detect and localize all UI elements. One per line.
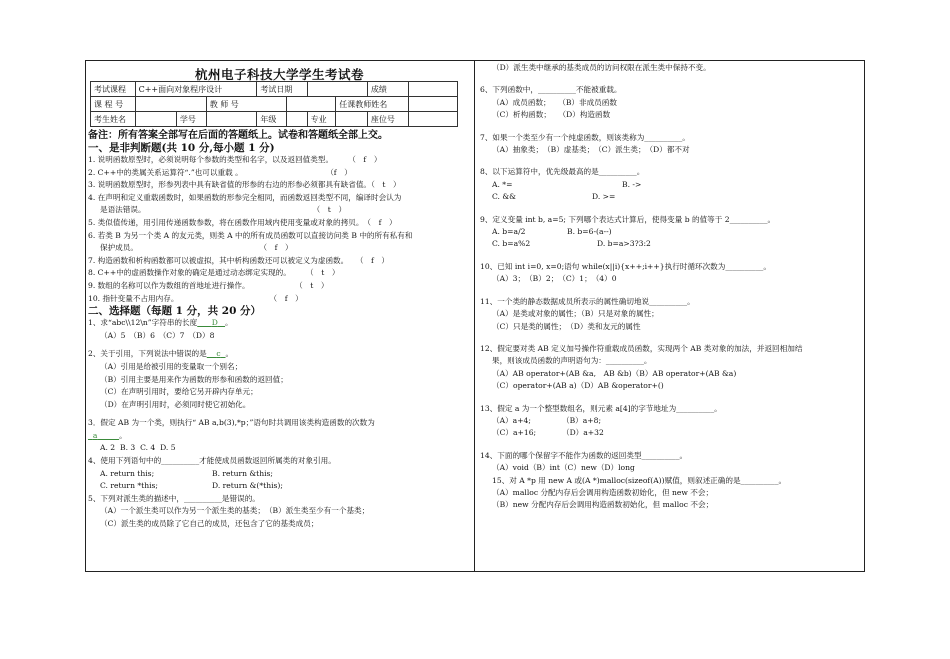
mc-q13-option-b: （B）a+8;: [562, 415, 602, 425]
info-row-2: [91, 97, 458, 112]
mc-q3-answer-value: a: [92, 430, 98, 440]
value-teacher-no: [286, 97, 336, 112]
label-course-no: 课 程 号: [91, 97, 136, 112]
mc-q12-options-cd: （C）operator+(AB a)（D）AB &operator+(): [492, 381, 664, 391]
exam-title: 杭州电子科技大学学生考试卷: [194, 67, 364, 82]
tf-item-10: 10. 指针变量不占用内存。 （ f ）: [88, 293, 303, 303]
tf-item-9: 9. 数组的名称可以作为数组的首地址进行操作。 （ t ）: [88, 280, 329, 290]
mc-q5-options-ab: （A）一个派生类可以作为另一个派生类的基类； （B）派生类至少有一个基类；: [100, 506, 370, 516]
label-major: 专业: [307, 112, 336, 127]
mc-q9-options-ab: [480, 226, 862, 238]
mc-q13-options-ab: [480, 415, 862, 427]
mc-q2-option-d: （D）在声明引用时，必须同时使它初始化。: [100, 399, 251, 409]
mc-q2-stem: [88, 348, 471, 361]
tf-item-1: 1. 说明函数原型时，必须说明每个参数的类型和名字，以及返回值类型。 （ f ）: [88, 155, 382, 164]
mc-q8-option-b: B. ->: [622, 179, 642, 189]
mc-q1-answer-value: D: [211, 318, 218, 328]
value-score: [408, 82, 457, 97]
mc-q12-stem: 12、假定要对类 AB 定义加号操作符重载成员函数，实现两个 AB 类对象的加法，并返回相加结: [480, 343, 803, 353]
tf-item-6: 6. 若类 B 为另一个类 A 的友元类，则类 A 中的所有成员函数可以直接访问类 B 中的所有私有和: [88, 230, 413, 240]
mc-q8-options-ab: [480, 179, 862, 191]
mc-q13-option-d: （D）a+32: [562, 428, 604, 438]
mc-q8-stem: 8、以下运算符中，优先级最高的是__________。: [480, 167, 645, 177]
value-course: C++面向对象程序设计: [135, 82, 257, 97]
label-exam-date: 考试日期: [257, 82, 307, 97]
left-column: [88, 62, 471, 531]
mc-q3-option-c: C. 4: [140, 443, 156, 453]
mc-q15-option-b: （B）new 分配内存后会调用构造函数初始化，但 malloc 不会；: [492, 500, 714, 510]
mc-q2-post: 。: [225, 349, 234, 359]
column-divider: [474, 60, 475, 572]
value-course-no: [135, 97, 206, 112]
mc-q14-options: （A）void（B）int（C）new（D）long: [492, 463, 635, 473]
section2-title: 二、选择题（每题 1 分，共 20 分）: [88, 305, 262, 318]
mc-q13-option-a: （A）a+4;: [492, 415, 531, 425]
right-column: [480, 62, 862, 512]
value-teacher-name: [408, 97, 457, 112]
mc-q9-option-b: B. b=6-(a--): [567, 227, 612, 237]
mc-q2-text: 2、关于引用，下列说法中错误的是: [88, 349, 207, 359]
value-major: [336, 112, 368, 127]
mc-q8-option-a: A. *=: [492, 179, 513, 189]
mc-q4-option-b: B. return &this;: [212, 468, 273, 478]
info-row-1: [91, 82, 458, 97]
tf-item-2: 2. C++中的类属关系运算符“.”也可以重载 。 （f ）: [88, 167, 352, 177]
mc-q6-options-ab: （A）成员函数； （B）非成员函数: [492, 97, 617, 107]
mc-q11-options-ab: （A）是类或对象的属性；（B）只是对象的属性；: [492, 309, 659, 319]
tf-item-4-cont: 是语法错误。 （ t ）: [100, 205, 347, 215]
mc-q1-answer: [197, 318, 225, 327]
mc-q9-options-cd: [480, 238, 862, 250]
mc-q9-option-a: A. b=a/2: [492, 227, 526, 237]
label-grade: 年级: [257, 112, 286, 127]
exam-note: 备注：所有答案全部写在后面的答题纸上。试卷和答题纸全部上交。: [88, 130, 388, 141]
mc-q12-stem-cont: 果，则该成员函数的声明语句为：__________。: [492, 356, 652, 366]
value-exam-date: [307, 82, 367, 97]
mc-q3-options: [88, 442, 471, 455]
mc-q9-option-d: D. b=a>3?3:2: [597, 239, 651, 249]
mc-q5-option-c: （C）派生类的成员除了它自己的成员，还包含了它的基类成员；: [100, 519, 319, 529]
mc-q8-options-cd: [480, 191, 862, 203]
tf-item-5: 5. 类似值传递，用引用传递函数参数，将在函数作用域内使用变量或对象的拷贝。 （ f ）: [88, 217, 397, 227]
mc-q13-stem: 13、假定 a 为一个整型数组名，则元素 a[4]的字节地址为__________。: [480, 403, 722, 413]
mc-q2-answer-value: c: [216, 349, 221, 359]
label-student-name: 考生姓名: [91, 112, 136, 127]
mc-q1-post: 。: [225, 318, 233, 328]
mc-q11-options-cd: （C）只是类的属性； （D）类和友元的属性: [492, 321, 641, 331]
mc-q4-option-a: A. return this;: [100, 468, 155, 478]
mc-q13-option-c: （C）a+16;: [492, 428, 537, 438]
mc-q2-option-b: （B）引用主要是用来作为函数的形参和函数的返回值；: [100, 374, 288, 384]
label-teacher-no: 教 师 号: [206, 97, 286, 112]
mc-q6-stem: 6、下列函数中，__________不能被重载。: [480, 85, 622, 95]
mc-q10-options: （A）3； （B）2； （C）1； （4）0: [492, 274, 617, 284]
mc-q6-options-cd: （C）析构函数； （D）构造函数: [492, 110, 611, 120]
mc-q14-stem: 14、下面的哪个保留字不能作为函数的返回类型__________。: [480, 450, 688, 460]
tf-item-6-cont: 保护成员。 （ f ）: [100, 243, 293, 253]
mc-q3-answer-line: [88, 430, 471, 443]
mc-q3-answer: [88, 431, 119, 440]
mc-q2-option-c: （C）在声明引用时，要给它另开辟内存单元；: [100, 387, 258, 397]
student-info-table: [90, 81, 458, 127]
label-course: 考试课程: [91, 82, 136, 97]
mc-q4-option-c: C. return *this;: [100, 481, 158, 491]
value-student-name: [135, 112, 176, 127]
value-grade: [286, 112, 307, 127]
mc-q1-options: （A）5 （B）6 （C）7 （D）8: [100, 330, 215, 340]
mc-q1-text: 1、求“abc\\12\n”字符串的长度: [88, 318, 198, 328]
mc-q15-stem: 15、对 A *p 用 new A 或(A *)malloc(sizeof(A))赋值，则叙述正确的是__________。: [492, 475, 787, 485]
mc-q10-stem: 10、已知 int i=0, x=0;语句 while(x||i){x++;i++}执行时循环次数为__________。: [480, 261, 771, 271]
mc-q3-option-b: B. 3: [119, 443, 136, 453]
mc-q9-option-c: C. b=a%2: [492, 239, 531, 249]
mc-q8-option-c: C. &&: [492, 192, 516, 202]
value-seat-no: [408, 112, 457, 127]
value-student-id: [206, 112, 257, 127]
mc-q12-options-ab: （A）AB operator+(AB &a, AB &b)（B）AB operator+(AB &a): [492, 368, 737, 378]
mc-q5-stem: 5、下列对派生类的描述中，__________是错误的。: [88, 493, 260, 503]
tf-item-8: 8. C++中的虚函数操作对象的确定是通过动态绑定实现的。 （ t ）: [88, 268, 340, 278]
label-seat-no: 座位号: [367, 112, 408, 127]
label-teacher-name: 任课教师姓名: [336, 97, 409, 112]
label-student-id: 学号: [176, 112, 206, 127]
mc-q4-option-d: D. return &(*this);: [212, 481, 283, 491]
mc-q3-post: 。: [119, 430, 127, 440]
section1-title: 一、是非判断题(共 10 分,每小题 1 分): [88, 142, 275, 154]
mc-q11-stem: 11、一个类的静态数据成员所表示的属性确切地说__________。: [480, 296, 695, 306]
tf-item-4: 4. 在声明和定义重载函数时，如果函数的形参完全相同，而函数返回类型不同，编译时会认为: [88, 192, 402, 202]
info-row-3: [91, 112, 458, 127]
tf-item-3: 3. 说明函数原型时，形参列表中具有缺省值的形参的右边的形参必须都具有缺省值。（ t ）: [88, 180, 401, 190]
label-score: 成绩: [367, 82, 408, 97]
tf-item-7: 7. 构造函数和析构函数都可以被虚拟，其中析构函数还可以被定义为虚函数。 （ f ）: [88, 255, 390, 265]
mc-q2-option-a: （A）引用是给被引用的变量取一个别名；: [100, 361, 243, 371]
mc-q7-options: （A）抽象类； （B）虚基类； （C）派生类； （D）都不对: [492, 145, 690, 155]
mc-q1-stem: [88, 317, 471, 330]
mc-q4-stem: 4、使用下列语句中的__________才能使成员函数返回所属类的对象引用。: [88, 456, 336, 466]
mc-q9-stem: 9、定义变量 int b, a=5; 下列哪个表达式计算后，使得变量 b 的值等于 2__________。: [480, 214, 776, 224]
mc-q3-option-a: A. 2: [100, 443, 116, 453]
mc-q7-stem: 7、如果一个类至少有一个纯虚函数，则该类称为__________。: [480, 132, 690, 142]
mc-q3-stem: 3．假定 AB 为一个类，则执行“ AB a,b(3),*p；”语句时共调用该类构造函数的次数为: [88, 418, 375, 428]
mc-q8-option-d: D. >=: [592, 192, 616, 202]
mc-q15-option-a: （A）malloc 分配内存后会调用构造函数初始化，但 new 不会；: [492, 487, 714, 497]
mc-q4-options-cd: [88, 480, 471, 493]
mc-q5-option-d: （D）派生类中继承的基类成员的访问权限在派生类中保持不变。: [492, 63, 711, 72]
mc-q13-options-cd: [480, 427, 862, 439]
mc-q3-option-d: D. 5: [160, 443, 176, 453]
mc-q2-answer: [207, 349, 226, 358]
mc-q4-options-ab: [88, 468, 471, 481]
